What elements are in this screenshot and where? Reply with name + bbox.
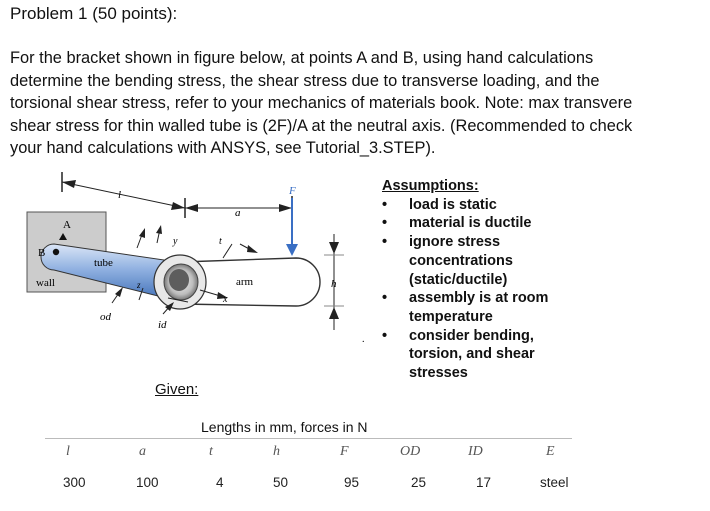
label-id: id	[158, 319, 167, 331]
list-item: • assembly is at room temperature	[382, 289, 548, 326]
label-y: y	[173, 236, 178, 247]
list-item: • ignore stress concentrations (static/ductile)	[382, 233, 548, 289]
statement-line: your hand calculations with ANSYS, see Tutorial_3.STEP).	[10, 139, 436, 157]
label-od: od	[100, 311, 111, 323]
label-wall: wall	[36, 277, 55, 289]
table-header: F	[340, 444, 349, 459]
label-z: z	[137, 280, 141, 290]
table-cell: 4	[216, 475, 224, 490]
table-cell: 95	[344, 475, 360, 490]
list-item: • material is ductile	[382, 214, 548, 233]
table-header: l	[66, 444, 70, 459]
stray-dot: .	[362, 334, 365, 345]
table-cell: 100	[136, 475, 159, 490]
arrowhead	[62, 180, 76, 188]
label-l: l	[118, 189, 122, 201]
statement-line: For the bracket shown in figure below, at points A and B, using hand calculations	[10, 49, 594, 67]
statement-line: torsional shear stress, refer to your mechanics of materials book. Note: max transvere	[10, 94, 633, 112]
table-cell: 25	[411, 475, 427, 490]
label-tube: tube	[94, 257, 113, 269]
label-point-b: B	[38, 247, 46, 259]
table-cell: 50	[273, 475, 289, 490]
list-item: • load is static	[382, 196, 548, 215]
table-header: OD	[400, 444, 421, 459]
table-cell: 300	[63, 475, 86, 490]
dim-line-l	[62, 182, 185, 208]
assumptions-list	[382, 196, 548, 383]
arrowhead	[171, 202, 185, 210]
table-cell: 17	[476, 475, 492, 490]
table-header: h	[273, 444, 280, 459]
table-header: t	[209, 444, 213, 459]
label-a: a	[235, 207, 241, 219]
statement-line: shear stress for thin walled tube is (2F)/A at the neutral axis. (Recommended to check	[10, 116, 633, 135]
label-f: F	[289, 185, 296, 197]
label-arm: arm	[236, 276, 254, 288]
given-heading: Given:	[155, 381, 199, 398]
label-t: t	[219, 236, 222, 247]
table-header: a	[139, 444, 146, 459]
assumptions-box	[382, 177, 548, 383]
assumptions-heading: Assumptions:	[382, 178, 479, 194]
table-header: E	[546, 444, 555, 459]
table-header: ID	[468, 444, 483, 459]
bracket-figure	[0, 0, 380, 345]
table-cell: steel	[540, 475, 569, 490]
list-item: • consider bending, torsion, and shear stresses	[382, 327, 548, 383]
label-x: x	[223, 294, 228, 305]
table-rule	[45, 438, 572, 439]
problem-title: Problem 1 (50 points):	[10, 4, 178, 23]
point-b-marker	[53, 249, 59, 255]
label-point-a: A	[63, 219, 71, 231]
label-h: h	[331, 278, 337, 290]
units-note: Lengths in mm, forces in N	[201, 419, 368, 435]
statement-line: determine the bending stress, the shear stress due to transverse loading, and the	[10, 71, 600, 90]
